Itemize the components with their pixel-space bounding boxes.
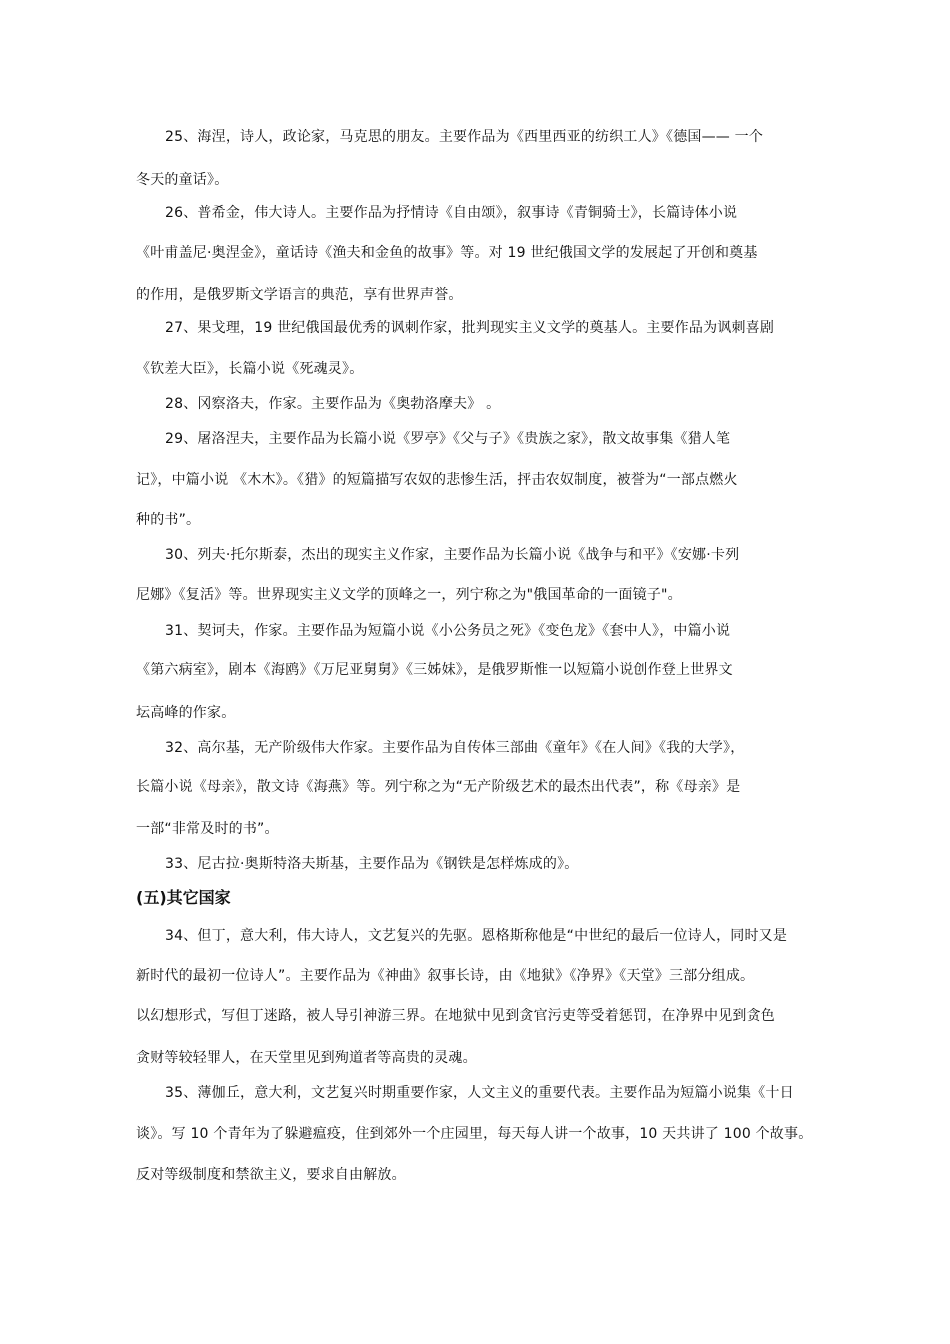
text-line: 尼娜》《复活》等。世界现实主义文学的顶峰之一，列宁称之为"俄国革命的一面镜子"。 [136, 587, 682, 603]
text-line: 一部“非常及时的书”。 [136, 821, 279, 837]
text-line: 《叶甫盖尼·奥涅金》，童话诗《渔夫和金鱼的故事》等。对 19 世纪俄国文学的发展起了开创和奠基 [136, 245, 758, 261]
text-line: 贪财等较轻罪人，在天堂里见到殉道者等高贵的灵魂。 [136, 1050, 477, 1066]
text-line: 33、尼古拉·奥斯特洛夫斯基，主要作品为《钢铁是怎样炼成的》。 [165, 856, 579, 872]
text-line: 《钦差大臣》，长篇小说《死魂灵》。 [136, 361, 364, 377]
text-line: 31、契诃夫，作家。主要作品为短篇小说《小公务员之死》《变色龙》《套中人》，中篇小说 [165, 623, 731, 639]
text-line: 《第六病室》，剧本《海鸥》《万尼亚舅舅》《三姊妹》，是俄罗斯惟一以短篇小说创作登上世界文 [136, 662, 733, 678]
text-line: 谈》。写 10 个青年为了躲避瘟疫，住到郊外一个庄园里，每天每人讲一个故事，10 天共讲了 100 个故事。 [136, 1126, 813, 1142]
text-line: 记》，中篇小说 《木木》。《猎》的短篇描写农奴的悲惨生活，抨击农奴制度，被誉为“一部点燃火 [136, 472, 738, 488]
text-line: 32、高尔基，无产阶级伟大作家。主要作品为自传体三部曲《童年》《在人间》《我的大学》， [165, 740, 745, 756]
section-heading: (五)其它国家 [136, 888, 231, 907]
text-line: 冬天的童话》。 [136, 172, 229, 188]
text-line: 29、屠洛涅夫，主要作品为长篇小说《罗亭》《父与子》《贵族之家》，散文故事集《猎人笔 [165, 431, 731, 447]
text-line: 新时代的最初一位诗人”。主要作品为《神曲》叙事长诗，由《地狱》《净界》《天堂》三部分组成。 [136, 968, 755, 984]
text-line: 长篇小说《母亲》，散文诗《海燕》等。列宁称之为“无产阶级艺术的最杰出代表”，称《母亲》是 [136, 779, 741, 795]
text-line: 26、普希金，伟大诗人。主要作品为抒情诗《自由颂》，叙事诗《青铜骑士》，长篇诗体小说 [165, 205, 738, 221]
text-line: 25、海涅，诗人，政论家，马克思的朋友。主要作品为《西里西亚的纺织工人》《德国—— 一个 [165, 129, 764, 145]
text-line: 34、但丁，意大利，伟大诗人，文艺复兴的先驱。恩格斯称他是“中世纪的最后一位诗人，同时又是 [165, 928, 788, 944]
text-line: 以幻想形式，写但丁迷路，被人导引神游三界。在地狱中见到贪官污吏等受着惩罚，在净界中见到贪色 [136, 1008, 775, 1024]
text-line: 种的书”。 [136, 512, 201, 528]
text-line: 30、列夫·托尔斯泰，杰出的现实主义作家，主要作品为长篇小说《战争与和平》《安娜·卡列 [165, 547, 740, 563]
text-line: 35、薄伽丘，意大利，文艺复兴时期重要作家，人文主义的重要代表。主要作品为短篇小说集《十日 [165, 1085, 794, 1101]
text-line: 27、果戈理，19 世纪俄国最优秀的讽刺作家，批判现实主义文学的奠基人。主要作品为讽刺喜剧 [165, 320, 775, 336]
text-line: 坛高峰的作家。 [136, 705, 236, 721]
text-line: 28、冈察洛夫，作家。主要作品为《奥勃洛摩夫》 。 [165, 396, 501, 412]
text-line: 反对等级制度和禁欲主义，要求自由解放。 [136, 1167, 406, 1183]
text-line: 的作用，是俄罗斯文学语言的典范，享有世界声誉。 [136, 287, 463, 303]
